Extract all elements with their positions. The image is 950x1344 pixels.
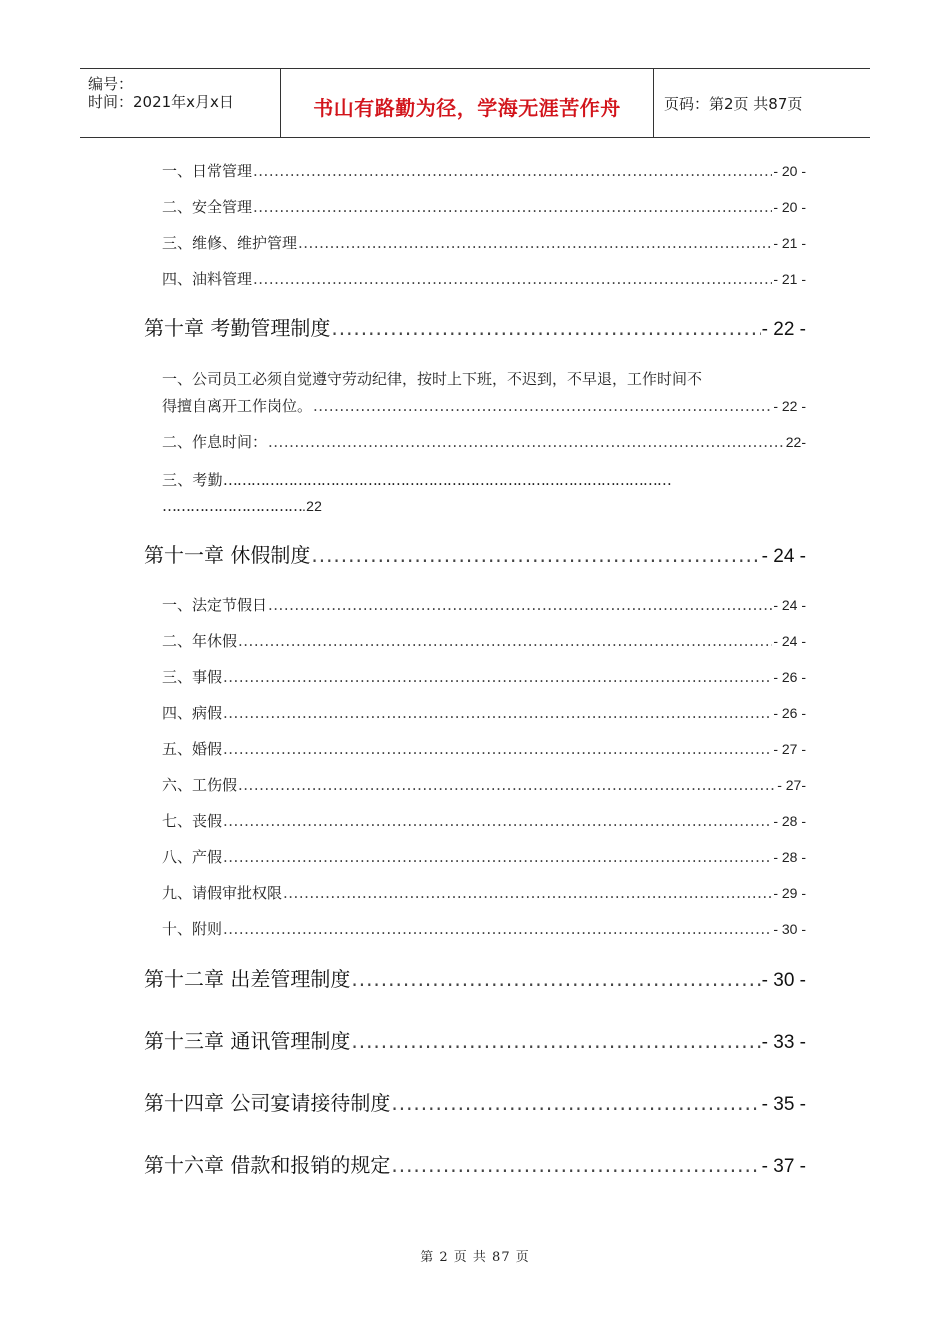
toc-chapter-page: - 37 - (761, 1156, 806, 1177)
toc-entry-title: 一、日常管理 (162, 162, 253, 180)
toc-entry-page: - 20 - (773, 163, 806, 179)
toc-chapter-page: - 24 - (761, 546, 806, 567)
toc-entry-page: 22- (785, 434, 806, 450)
toc-entry[interactable] (162, 811, 806, 831)
toc-entry-title: 八、产假 (162, 848, 223, 866)
toc-chapter[interactable] (144, 1028, 806, 1056)
toc-entry-page: - 27 - (773, 741, 806, 757)
toc-leader-dots (351, 1028, 760, 1054)
toc-entry-title: 九、请假审批权限 (162, 884, 283, 902)
header-page-number: 页码：第2页 共87页 (664, 95, 803, 113)
document-number-label: 编号： (88, 75, 134, 93)
toc-chapter-title: 第十章 考勤管理制度 (144, 316, 331, 340)
document-date-label: 时间：2021年x月x日 (88, 93, 234, 111)
toc-entry[interactable] (162, 197, 806, 217)
toc-leader-dots (223, 739, 772, 759)
toc-leader-dots (223, 811, 772, 831)
toc-entry-title: 三、事假 (162, 668, 223, 686)
page-footer: 第 2 页 共 87 页 (420, 1250, 530, 1265)
header-motto: 书山有路勤为径，学海无涯苦作舟 (313, 96, 621, 120)
toc-entry-page: - 24 - (773, 633, 806, 649)
toc-entry[interactable] (162, 739, 806, 759)
toc-entry-page: - 29 - (773, 885, 806, 901)
toc-entry-title: 二、安全管理 (162, 198, 253, 216)
toc-entry[interactable] (162, 631, 806, 651)
toc-entry[interactable] (162, 396, 806, 416)
toc-entry[interactable] (162, 233, 806, 253)
toc-chapter-title: 第十一章 休假制度 (144, 543, 311, 567)
toc-entry-continuation[interactable] (162, 497, 322, 515)
toc-entry-title-line1: 一、公司员工必须自觉遵守劳动纪律，按时上下班，不迟到，不早退，工作时间不 (162, 370, 703, 388)
toc-entry-page: - 20 - (773, 199, 806, 215)
toc-entry-page: - 24 - (773, 597, 806, 613)
toc-entry-page: - 28 - (773, 813, 806, 829)
toc-leader-dots: ………………………… (162, 497, 302, 515)
toc-entry-title: 三、考勤 (162, 471, 223, 489)
toc-chapter[interactable] (144, 1152, 806, 1180)
toc-entry-title: 四、病假 (162, 704, 223, 722)
toc-chapter[interactable] (144, 315, 806, 343)
toc-leader-dots (391, 1152, 760, 1178)
toc-leader-dots (298, 233, 772, 253)
toc-chapter[interactable] (144, 1090, 806, 1118)
toc-entry-title: 一、法定节假日 (162, 596, 268, 614)
toc-leader-dots (238, 775, 776, 795)
toc-entry-page: - 21 - (773, 271, 806, 287)
toc-leader-dots (253, 161, 772, 181)
toc-entry-title: 五、婚假 (162, 740, 223, 758)
toc-entry-title: 二、年休假 (162, 632, 238, 650)
toc-leader-dots (283, 883, 772, 903)
toc-entry-page: - 26 - (773, 669, 806, 685)
toc-entry-title: 得擅自离开工作岗位。 (162, 397, 313, 415)
toc-entry[interactable] (162, 883, 806, 903)
toc-entry[interactable] (162, 919, 806, 939)
toc-entry[interactable] (162, 469, 671, 490)
toc-entry[interactable] (162, 269, 806, 289)
toc-chapter[interactable] (144, 542, 806, 570)
toc-entry-title: 十、附则 (162, 920, 223, 938)
toc-entry-title: 三、维修、维护管理 (162, 234, 298, 252)
toc-entry-page: - 30 - (773, 921, 806, 937)
toc-leader-dots (331, 315, 760, 341)
toc-entry-page: - 21 - (773, 235, 806, 251)
toc-chapter-page: - 22 - (761, 319, 806, 340)
toc-leader-dots (253, 269, 772, 289)
toc-chapter-title: 第十四章 公司宴请接待制度 (144, 1091, 391, 1115)
toc-leader-dots (311, 542, 760, 568)
toc-entry[interactable] (162, 667, 806, 687)
toc-chapter[interactable] (144, 966, 806, 994)
toc-entry-page: - 27- (777, 777, 806, 793)
toc-chapter-title: 第十六章 借款和报销的规定 (144, 1153, 391, 1177)
toc-leader-dots (268, 432, 785, 452)
toc-chapter-page: - 35 - (761, 1094, 806, 1115)
toc-leader-dots (268, 595, 772, 615)
toc-leader-dots (313, 396, 772, 416)
toc-entry-page: .22 (302, 498, 323, 514)
toc-leader-dots (351, 966, 760, 992)
toc-entry-page: - 28 - (773, 849, 806, 865)
toc-entry[interactable] (162, 432, 806, 452)
toc-leader-dots: …………………………………………………………………………………… (222, 471, 671, 489)
toc-leader-dots (238, 631, 772, 651)
toc-entry-page: - 22 - (773, 398, 806, 414)
toc-entry-title: 四、油料管理 (162, 270, 253, 288)
toc-entry-title: 七、丧假 (162, 812, 223, 830)
toc-leader-dots (223, 667, 772, 687)
toc-leader-dots (223, 919, 772, 939)
toc-entry-title: 二、作息时间： (162, 433, 268, 451)
toc-chapter-page: - 30 - (761, 970, 806, 991)
toc-entry[interactable] (162, 847, 806, 867)
toc-leader-dots (391, 1090, 760, 1116)
toc-entry-page: - 26 - (773, 705, 806, 721)
toc-chapter-title: 第十三章 通讯管理制度 (144, 1029, 351, 1053)
toc-chapter-title: 第十二章 出差管理制度 (144, 967, 351, 991)
toc-entry[interactable] (162, 775, 806, 795)
toc-chapter-page: - 33 - (761, 1032, 806, 1053)
toc-leader-dots (223, 847, 772, 867)
toc-entry[interactable] (162, 595, 806, 615)
toc-leader-dots (253, 197, 772, 217)
toc-entry[interactable] (162, 161, 806, 181)
toc-entry-multiline[interactable] (162, 369, 806, 389)
toc-leader-dots (223, 703, 772, 723)
toc-entry[interactable] (162, 703, 806, 723)
toc-entry-title: 六、工伤假 (162, 776, 238, 794)
